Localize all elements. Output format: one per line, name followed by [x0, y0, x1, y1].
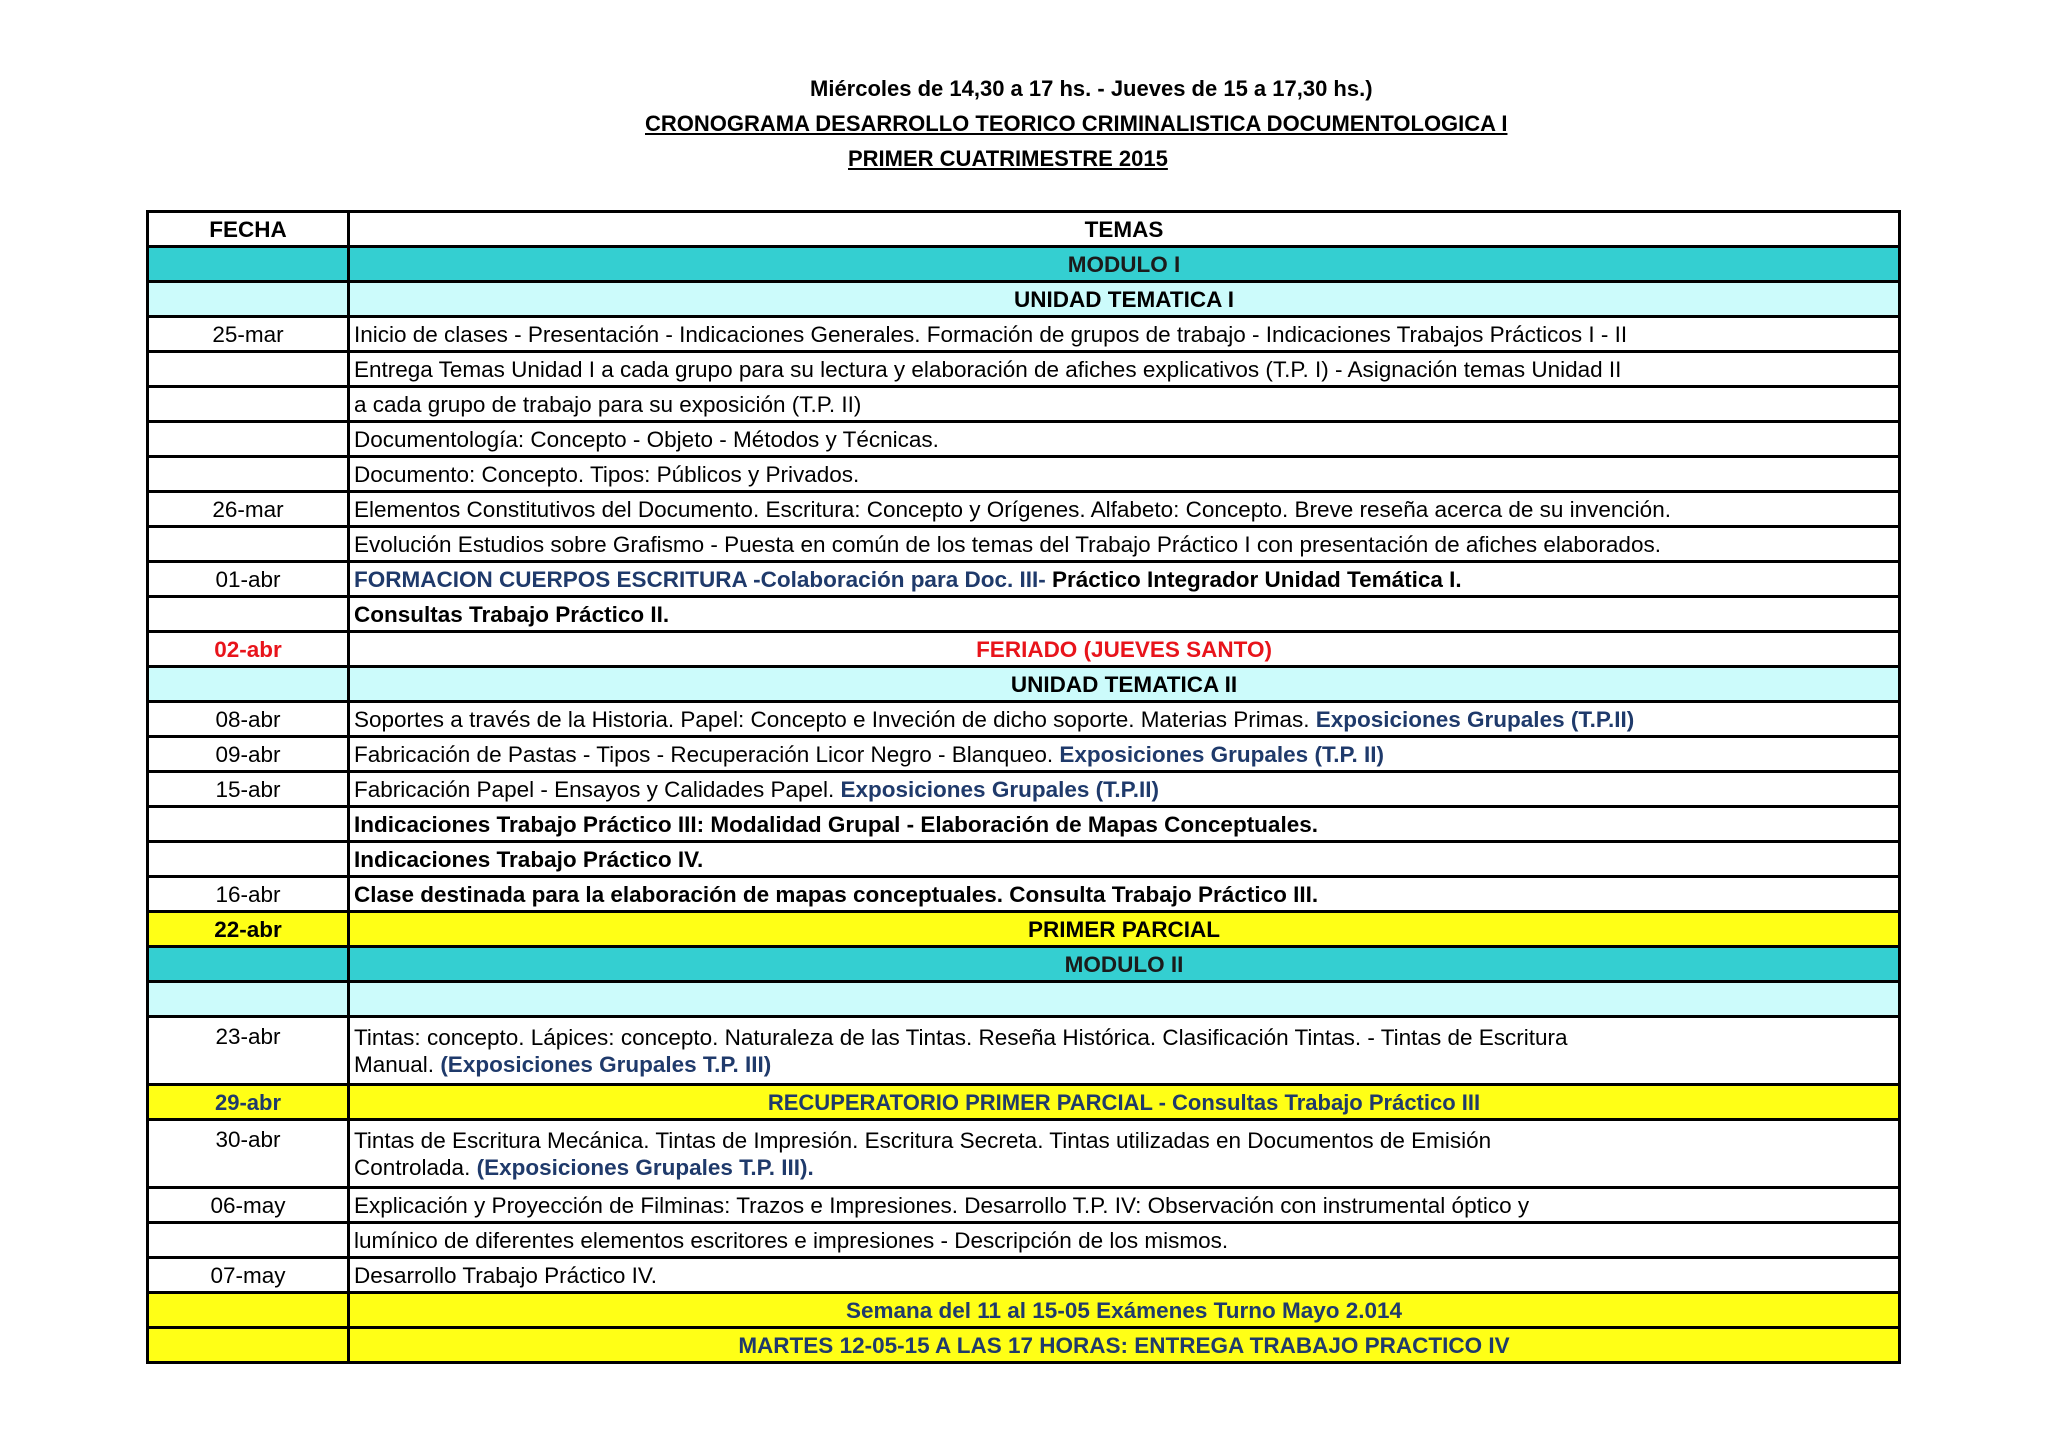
schedule-table — [146, 210, 1901, 1364]
row-topic: Explicación y Proyección de Filminas: Trazos e Impresiones. Desarrollo T.P. IV: Observación con instrumental óptico y — [349, 1188, 1900, 1223]
holiday-row — [148, 632, 1900, 667]
row-topic: Indicaciones Trabajo Práctico III: Modalidad Grupal - Elaboración de Mapas Conceptuales. — [349, 807, 1900, 842]
row-date — [148, 807, 349, 842]
table-row — [148, 1017, 1900, 1085]
row-topic — [349, 562, 1900, 597]
row-date: 26-mar — [148, 492, 349, 527]
row-date: 15-abr — [148, 772, 349, 807]
announcement-row — [148, 1328, 1900, 1363]
row-date — [148, 457, 349, 492]
unit-title: UNIDAD TEMATICA I — [349, 282, 1900, 317]
row-topic: Clase destinada para la elaboración de mapas conceptuales. Consulta Trabajo Práctico III. — [349, 877, 1900, 912]
schedule-hours: Miércoles de 14,30 a 17 hs. - Jueves de 15 a 17,30 hs.) — [810, 76, 1373, 101]
table-row — [148, 387, 1900, 422]
row-date: 02-abr — [148, 632, 349, 667]
table-row — [148, 527, 1900, 562]
row-date: 08-abr — [148, 702, 349, 737]
topic-bold: Práctico Integrador Unidad Temática I. — [1045, 566, 1462, 592]
topic-highlight: Exposiciones Grupales (T.P. II) — [1059, 741, 1385, 767]
row-topic: a cada grupo de trabajo para su exposición (T.P. II) — [349, 387, 1900, 422]
row-date: 30-abr — [148, 1120, 349, 1188]
announcement-row — [148, 1293, 1900, 1328]
exam-row — [148, 912, 1900, 947]
document-title: CRONOGRAMA DESARROLLO TEORICO CRIMINALISTICA DOCUMENTOLOGICA I — [645, 111, 1508, 136]
row-date — [148, 1223, 349, 1258]
row-topic: Indicaciones Trabajo Práctico IV. — [349, 842, 1900, 877]
table-row — [148, 457, 1900, 492]
module-row — [148, 247, 1900, 282]
table-row — [148, 842, 1900, 877]
table-row — [148, 807, 1900, 842]
table-row — [148, 317, 1900, 352]
row-date — [148, 422, 349, 457]
module-title: MODULO II — [349, 947, 1900, 982]
table-row — [148, 352, 1900, 387]
row-date: 16-abr — [148, 877, 349, 912]
row-topic: lumínico de diferentes elementos escritores e impresiones - Descripción de los mismos. — [349, 1223, 1900, 1258]
table-row — [148, 1120, 1900, 1188]
row-date: 07-may — [148, 1258, 349, 1293]
table-row — [148, 1188, 1900, 1223]
row-topic: Inicio de clases - Presentación - Indicaciones Generales. Formación de grupos de trabajo - Indicaciones Trabajos Prácticos I - II — [349, 317, 1900, 352]
table-row — [148, 877, 1900, 912]
table-row — [148, 597, 1900, 632]
module-title: MODULO I — [349, 247, 1900, 282]
row-date — [148, 387, 349, 422]
topic-highlight: (Exposiciones Grupales T.P. III) — [440, 1051, 772, 1077]
unit-row — [148, 667, 1900, 702]
row-topic: Consultas Trabajo Práctico II. — [349, 597, 1900, 632]
unit-row — [148, 282, 1900, 317]
topic-highlight: Exposiciones Grupales (T.P.II) — [1315, 706, 1635, 732]
row-topic: Fabricación de Pastas - Tipos - Recuperación Licor Negro - Blanqueo. Exposiciones Grupales (T.P. II) — [349, 737, 1900, 772]
row-date: 01-abr — [148, 562, 349, 597]
row-topic: Evolución Estudios sobre Grafismo - Puesta en común de los temas del Trabajo Práctico I con presentación de afiches elaborados. — [349, 527, 1900, 562]
column-header-temas: TEMAS — [349, 212, 1900, 247]
row-date: 23-abr — [148, 1017, 349, 1085]
exam-label: RECUPERATORIO PRIMER PARCIAL - Consultas Trabajo Práctico III — [349, 1085, 1900, 1120]
table-row — [148, 737, 1900, 772]
table-row — [148, 702, 1900, 737]
module-row — [148, 947, 1900, 982]
row-date — [148, 527, 349, 562]
table-header-row — [148, 212, 1900, 247]
row-date: 09-abr — [148, 737, 349, 772]
row-topic: Tintas de Escritura Mecánica. Tintas de Impresión. Escritura Secreta. Tintas utilizadas en Documentos de Emisión Controlada. (Exposiciones Grupales T.P. III). — [349, 1120, 1900, 1188]
document-subtitle: PRIMER CUATRIMESTRE 2015 — [848, 146, 1168, 171]
topic-highlight: FORMACION CUERPOS ESCRITURA -Colaboración para Doc. III- — [354, 566, 1046, 592]
row-topic: Fabricación Papel - Ensayos y Calidades Papel. Exposiciones Grupales (T.P.II) — [349, 772, 1900, 807]
row-topic: Documentología: Concepto - Objeto - Métodos y Técnicas. — [349, 422, 1900, 457]
row-date: 06-may — [148, 1188, 349, 1223]
table-row — [148, 1258, 1900, 1293]
row-date: 25-mar — [148, 317, 349, 352]
row-topic: Soportes a través de la Historia. Papel: Concepto e Inveción de dicho soporte. Materias Primas. Exposiciones Grupales (T.P.II) — [349, 702, 1900, 737]
exam-week-notice: Semana del 11 al 15-05 Exámenes Turno Mayo 2.014 — [349, 1293, 1900, 1328]
topic-highlight: (Exposiciones Grupales T.P. III). — [476, 1154, 814, 1180]
exam-label: PRIMER PARCIAL — [349, 912, 1900, 947]
row-date: 22-abr — [148, 912, 349, 947]
unit-title: UNIDAD TEMATICA II — [349, 667, 1900, 702]
row-date — [148, 842, 349, 877]
row-topic: Elementos Constitutivos del Documento. Escritura: Concepto y Orígenes. Alfabeto: Concepto. Breve reseña acerca de su invención. — [349, 492, 1900, 527]
row-topic: Desarrollo Trabajo Práctico IV. — [349, 1258, 1900, 1293]
row-date — [148, 352, 349, 387]
topic-highlight: Exposiciones Grupales (T.P.II) — [840, 776, 1159, 802]
table-row — [148, 562, 1900, 597]
row-date: 29-abr — [148, 1085, 349, 1120]
delivery-notice: MARTES 12-05-15 A LAS 17 HORAS: ENTREGA TRABAJO PRACTICO IV — [349, 1328, 1900, 1363]
table-row — [148, 1223, 1900, 1258]
column-header-fecha: FECHA — [148, 212, 349, 247]
unit-row — [148, 982, 1900, 1017]
table-row — [148, 772, 1900, 807]
table-row — [148, 422, 1900, 457]
table-row — [148, 492, 1900, 527]
holiday-label: FERIADO (JUEVES SANTO) — [349, 632, 1900, 667]
row-topic: Documento: Concepto. Tipos: Públicos y Privados. — [349, 457, 1900, 492]
row-topic: Entrega Temas Unidad I a cada grupo para su lectura y elaboración de afiches explicativos (T.P. I) - Asignación temas Unidad II — [349, 352, 1900, 387]
exam-row — [148, 1085, 1900, 1120]
row-topic: Tintas: concepto. Lápices: concepto. Naturaleza de las Tintas. Reseña Histórica. Clasificación Tintas. - Tintas de Escritura Manual. (Exposiciones Grupales T.P. III) — [349, 1017, 1900, 1085]
